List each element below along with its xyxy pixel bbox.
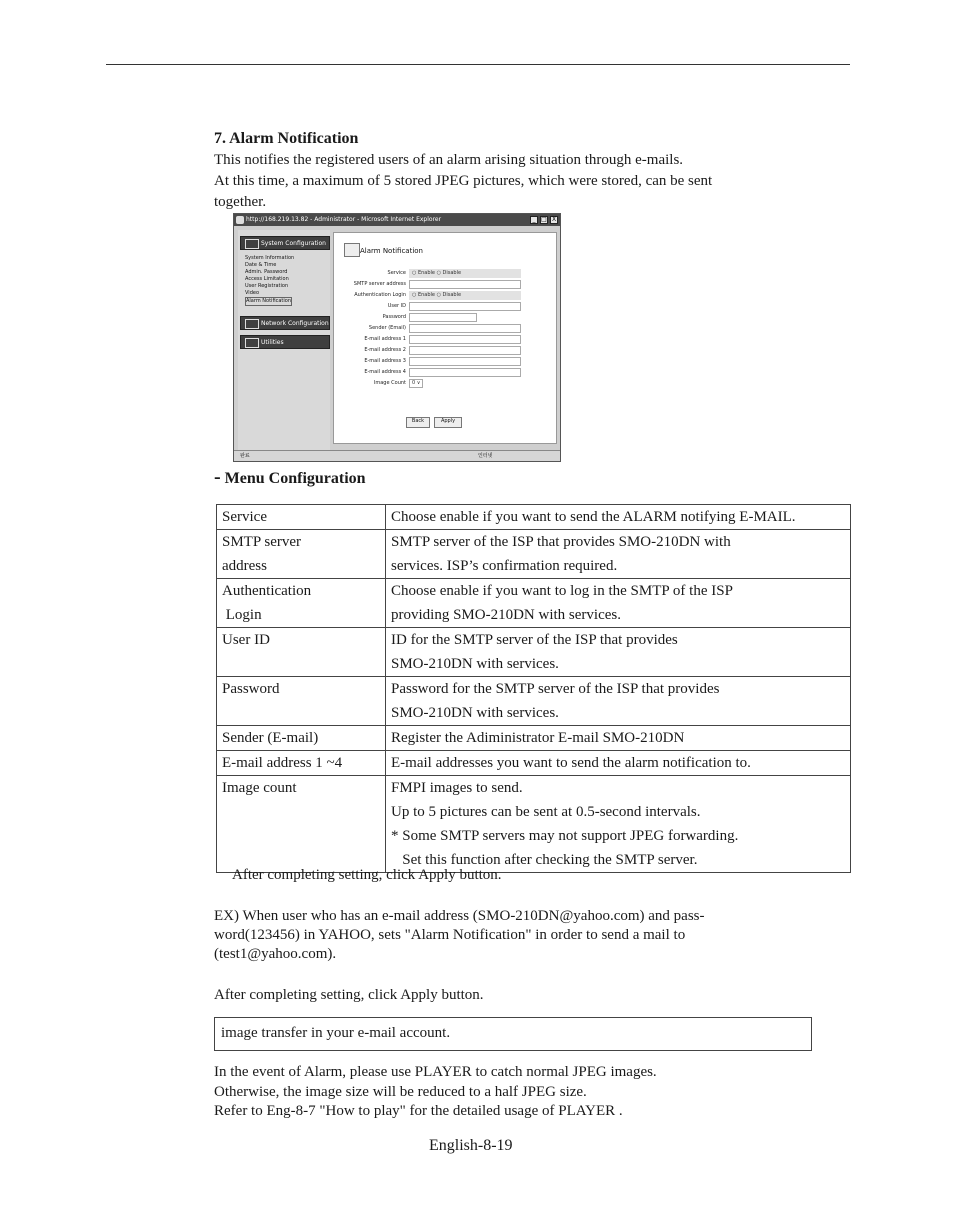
field-row-smtp: [334, 280, 556, 290]
alarm-notification-icon: [344, 243, 360, 257]
close-button[interactable]: X: [551, 216, 557, 223]
field-row-auth: [334, 291, 556, 301]
auth-login-radio-group[interactable]: ○ Enable ○ Disable: [409, 291, 521, 300]
email-address-4-input[interactable]: [409, 368, 521, 377]
table-value: SMTP server of the ISP that provides SMO-210DN with services. ISP’s confirmation required.: [386, 530, 851, 579]
section-title: 7. Alarm Notification: [214, 130, 359, 147]
sender-input[interactable]: [409, 324, 521, 333]
field-label: Authentication Login: [354, 292, 406, 298]
field-label: Service: [387, 270, 406, 276]
table-key: Sender (E-mail): [217, 726, 386, 751]
status-right: 인터넷: [478, 453, 493, 459]
network-configuration-label: Network Configuration: [261, 320, 329, 327]
alarm-notification-screenshot: [233, 213, 561, 462]
table-key: Image count: [217, 776, 386, 873]
system-icon: [245, 239, 259, 249]
sidebar-item-system-information[interactable]: System Information: [245, 255, 295, 261]
table-key: SMTP server address: [217, 530, 386, 579]
sidebar-item-date-time[interactable]: Date & Time: [245, 262, 277, 268]
content-panel: [333, 232, 557, 444]
service-radio-group[interactable]: ○ Enable ○ Disable: [409, 269, 521, 278]
system-configuration-label: System Configuration: [261, 240, 326, 247]
field-label: User ID: [387, 303, 406, 309]
field-label: Image Count: [373, 380, 406, 386]
page-number: English-8-19: [429, 1137, 513, 1154]
table-key: Service: [217, 505, 386, 530]
table-value: Choose enable if you want to send the ALARM notifying E-MAIL.: [386, 505, 851, 530]
closing-line-2: Otherwise, the image size will be reduced to a half JPEG size.: [214, 1084, 587, 1100]
note-box: image transfer in your e-mail account.: [214, 1017, 812, 1051]
network-icon: [245, 319, 259, 329]
back-button[interactable]: Back: [406, 417, 430, 428]
field-row-sender: [334, 324, 556, 334]
sidebar-item-video[interactable]: Video: [245, 290, 260, 296]
field-label: SMTP server address: [353, 281, 406, 287]
table-key: E-mail address 1 ~4: [217, 751, 386, 776]
utilities-label: Utilities: [261, 339, 284, 346]
utilities-icon: [245, 338, 259, 348]
table-value: Password for the SMTP server of the ISP that provides SMO-210DN with services.: [386, 677, 851, 726]
window-titlebar: [234, 214, 560, 226]
field-row-email4: [334, 368, 556, 378]
top-rule: [106, 64, 850, 65]
email-address-1-input[interactable]: [409, 335, 521, 344]
field-row-userid: [334, 302, 556, 312]
after-table-text: After completing setting, click Apply button.: [232, 867, 502, 883]
closing-line-1: In the event of Alarm, please use PLAYER to catch normal JPEG images.: [214, 1064, 657, 1080]
window-title: http://168.219.13.82 - Administrator - Microsoft Internet Explorer: [246, 216, 442, 223]
sidebar-item-user-registration[interactable]: User Registration: [245, 283, 289, 289]
table-row: [217, 776, 851, 873]
table-value: E-mail addresses you want to send the alarm notification to.: [386, 751, 851, 776]
table-key: Password: [217, 677, 386, 726]
sidebar-item-alarm-notification[interactable]: Alarm Notification: [246, 298, 291, 304]
field-label: E-mail address 2: [364, 347, 406, 353]
intro-line-2: At this time, a maximum of 5 stored JPEG pictures, which were stored, can be sent: [214, 173, 713, 189]
maximize-button[interactable]: □: [541, 216, 547, 223]
intro-line-1: This notifies the registered users of an alarm arising situation through e-mails.: [214, 152, 684, 168]
password-input[interactable]: [409, 313, 477, 322]
table-value: Register the Adiministrator E-mail SMO-210DN: [386, 726, 851, 751]
table-row: [217, 530, 851, 579]
email-address-3-input[interactable]: [409, 357, 521, 366]
field-label: E-mail address 4: [364, 369, 406, 375]
field-label: Password: [382, 314, 406, 320]
browser-icon: [236, 216, 244, 224]
table-value: Choose enable if you want to log in the SMTP of the ISP providing SMO-210DN with services.: [386, 579, 851, 628]
field-row-imagecount: [334, 379, 556, 389]
menu-heading: [214, 467, 366, 489]
network-configuration-button[interactable]: [240, 316, 330, 330]
minimize-button[interactable]: _: [530, 216, 538, 224]
example-line-3: (test1@yahoo.com).: [214, 946, 337, 962]
closing-line-3: Refer to Eng-8-7 "How to play" for the detailed usage of PLAYER .: [214, 1103, 623, 1119]
sidebar-item-admin-password[interactable]: Admin. Password: [245, 269, 288, 275]
table-value: ID for the SMTP server of the ISP that provides SMO-210DN with services.: [386, 628, 851, 677]
sidebar-item-access-limitation[interactable]: Access Limitation: [245, 276, 289, 282]
table-row: [217, 677, 851, 726]
table-row: [217, 579, 851, 628]
table-value: FMPI images to send. Up to 5 pictures can be sent at 0.5-second intervals. * Some SMTP servers may not support JPEG forwarding. Set this function after checking the SMTP server.: [386, 776, 851, 873]
example-line-1: EX) When user who has an e-mail address (SMO-210DN@yahoo.com) and pass-: [214, 908, 705, 924]
intro-line-3: together.: [214, 194, 267, 210]
status-bar: [234, 450, 560, 461]
menu-dash: -: [214, 466, 221, 488]
field-row-password: [334, 313, 556, 323]
field-label: E-mail address 1: [364, 336, 406, 342]
smtp-server-input[interactable]: [409, 280, 521, 289]
user-id-input[interactable]: [409, 302, 521, 311]
panel-title: Alarm Notification: [360, 247, 423, 255]
table-key: User ID: [217, 628, 386, 677]
menu-title: Menu Configuration: [224, 470, 366, 487]
field-row-email1: [334, 335, 556, 345]
table-row: [217, 751, 851, 776]
email-address-2-input[interactable]: [409, 346, 521, 355]
field-row-email3: [334, 357, 556, 367]
utilities-button[interactable]: [240, 335, 330, 349]
table-key: Authentication Login: [217, 579, 386, 628]
apply-button[interactable]: Apply: [434, 417, 462, 428]
image-count-select[interactable]: 0 ∨: [409, 379, 423, 388]
field-row-email2: [334, 346, 556, 356]
table-row: [217, 505, 851, 530]
status-left: 완료: [240, 453, 250, 459]
field-row-service: [334, 269, 556, 279]
example-line-2: word(123456) in YAHOO, sets "Alarm Notification" in order to send a mail to: [214, 927, 686, 943]
after-example-text: After completing setting, click Apply button.: [214, 987, 484, 1003]
system-configuration-button[interactable]: [240, 236, 330, 250]
configuration-table: [216, 504, 851, 873]
table-row: [217, 726, 851, 751]
field-label: Sender (Email): [368, 325, 406, 331]
table-row: [217, 628, 851, 677]
field-label: E-mail address 3: [364, 358, 406, 364]
sidebar: [238, 230, 330, 454]
